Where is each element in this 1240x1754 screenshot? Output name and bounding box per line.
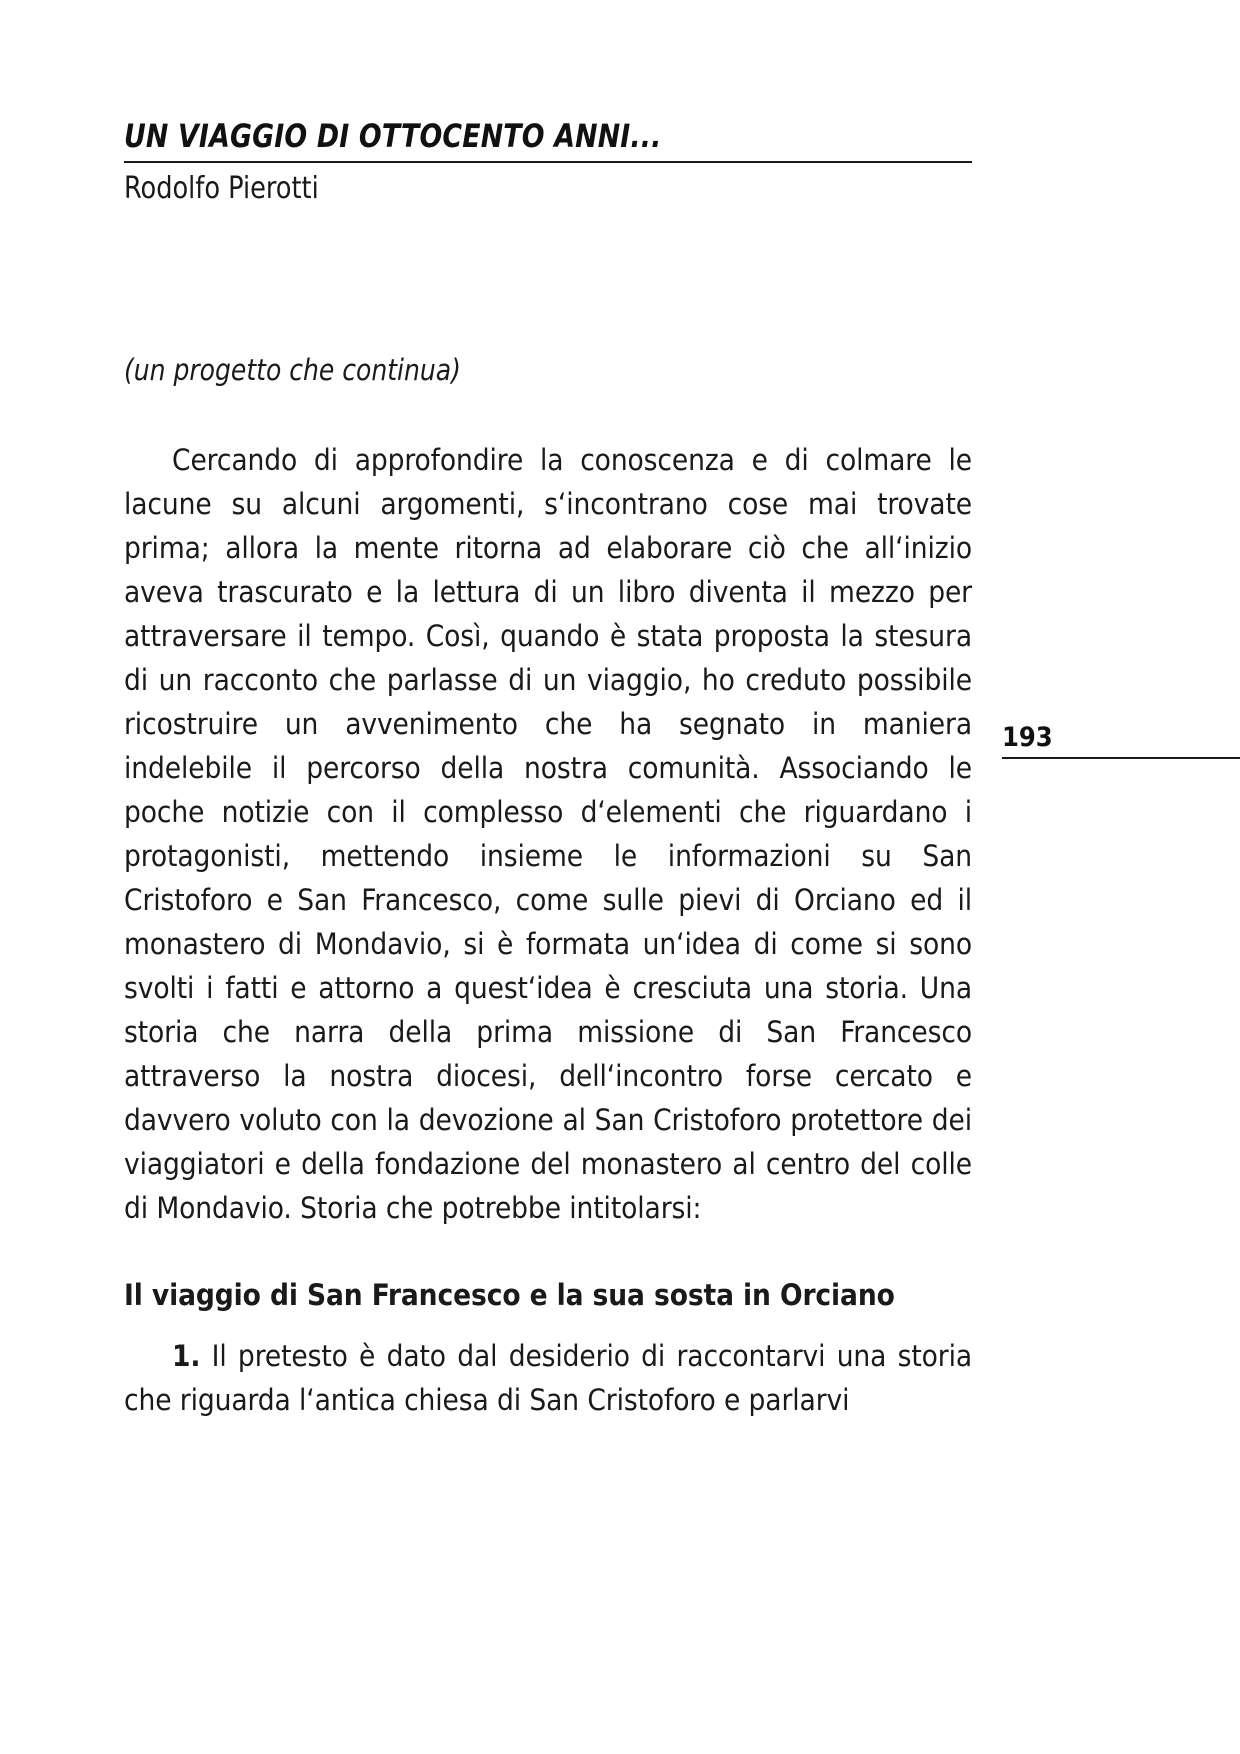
section-heading: Il viaggio di San Francesco e la sua sosta in Orciano bbox=[124, 1277, 895, 1312]
numbered-paragraph bbox=[124, 1334, 972, 1422]
article-header bbox=[124, 118, 972, 207]
numbered-paragraph-text: Il pretesto è dato dal desiderio di raccontarvi una storia che riguarda l‘antica chiesa di San Cristoforo e parlarvi bbox=[124, 1338, 973, 1417]
page-title: UN VIAGGIO DI OTTOCENTO ANNI... bbox=[124, 117, 662, 155]
paragraph-number: 1. bbox=[172, 1338, 201, 1373]
folio-divider bbox=[1002, 757, 1240, 759]
page-number: 193 bbox=[1002, 722, 1053, 753]
article-body bbox=[124, 352, 972, 1422]
article-subtitle: (un progetto che continua) bbox=[124, 353, 461, 387]
title-divider bbox=[124, 161, 972, 163]
body-paragraph: Cercando di approfondire la conoscenza e di colmare le lacune su alcuni argomenti, s‘incontrano cose mai trovate prima; allora la mente ritorna ad elaborare ciò che all‘inizio aveva trascurato e la lettura di un libro diventa il mezzo per attraversare il tempo. Così, quando è stata proposta la stesura di un racconto che parlasse di un viaggio, ho creduto possibile ricostruire un avvenimento che ha segnato in maniera indelebile il percorso della nostra comunità. Associando le poche notizie con il complesso d‘elementi che riguardano i protagonisti, mettendo insieme le informazioni su San Cristoforo e San Francesco, come sulle pievi di Orciano ed il monastero di Mondavio, si è formata un‘idea di come si sono svolti i fatti e attorno a quest‘idea è cresciuta una storia. Una storia che narra della prima missione di San Francesco attraverso la nostra diocesi, dell‘incontro forse cercato e davvero voluto con la devozione al San Cristoforo protettore dei viaggiatori e della fondazione del monastero al centro del colle di Mondavio. Storia che potrebbe intitolarsi: bbox=[124, 442, 972, 1225]
article-author: Rodolfo Pierotti bbox=[124, 170, 319, 206]
folio-block bbox=[1002, 723, 1240, 759]
